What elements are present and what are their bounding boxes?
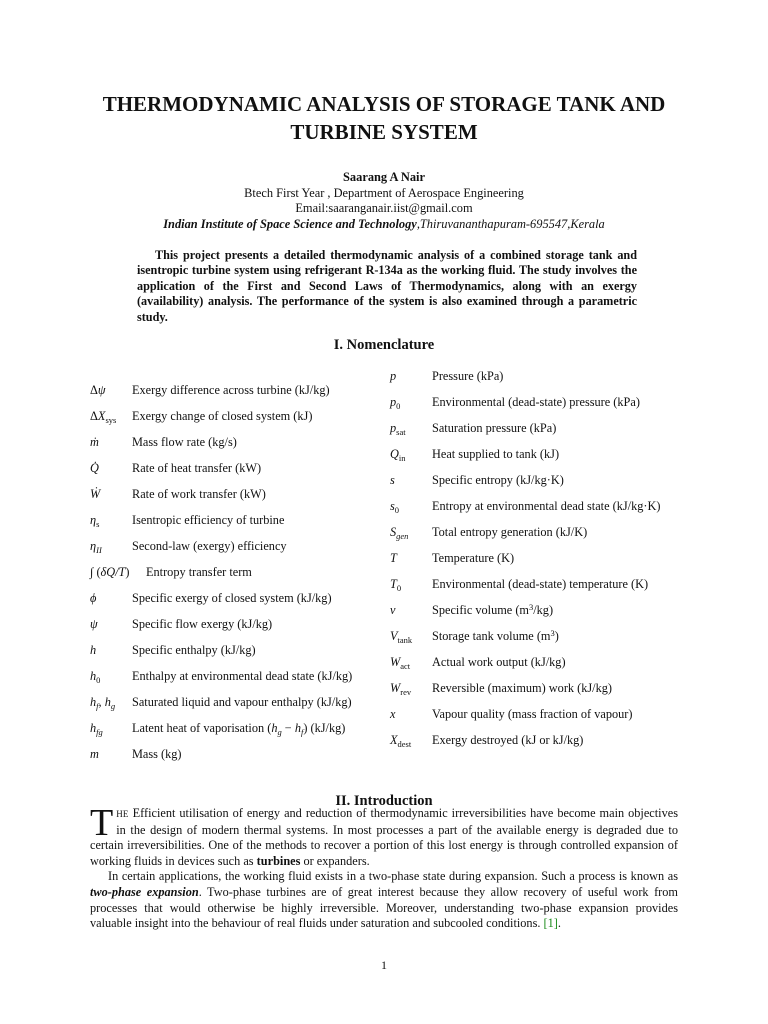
author-name: Saarang A Nair [343,170,425,184]
symbol-q-dot: Q̇ [90,461,99,475]
symbol-phi: ϕ [90,591,97,605]
title-line-1: THERMODYNAMIC ANALYSIS OF STORAGE TANK AND [102,92,666,116]
citation-link[interactable]: [1] [543,916,558,931]
symbol-p-sat: $p_{sat}$ [390,421,406,437]
symbol-entropy-integral: ∫ (δQ/T) [90,565,130,579]
symbol-q-in: $Q_{in}$ [390,447,406,463]
drop-cap: T [90,802,114,844]
symbol-v-tank: $V_{tank}$ [390,629,413,645]
symbol-s-gen: $S_{gen}$ [390,525,409,541]
title-line-2: TURBINE SYSTEM [290,120,478,144]
symbol-w-act: $W_{act}$ [390,655,411,671]
symbol-w-rev: $W_{rev}$ [390,681,412,697]
symbol-v: v [390,603,396,617]
section-heading-nomenclature: I. Nomenclature [333,337,435,353]
symbol-eta-ii: $\eta_{II}$ [90,539,102,555]
author-institute-line [60,217,708,233]
symbol-hfg: $h_{fg}$ [90,721,103,737]
symbol-psi: ψ [90,617,98,631]
symbol-p: p [390,369,397,383]
author-affiliation: Btech First Year , Department of Aerospace Engineering [244,185,524,200]
symbol-x: x [390,707,396,721]
introduction-body [90,802,678,932]
paper-title [60,90,708,146]
institute-name: Indian Institute of Space Science and Technology [163,216,417,231]
page-number: 1 [381,958,387,972]
symbol-w-dot: Ẇ [90,487,101,501]
symbol-p0: $p_0$ [390,395,401,411]
symbol-t0: $T_0$ [390,577,402,593]
symbol-delta-x-sys: $\Delta X_{sys}$ [90,409,117,425]
introduction-paragraph-1: THE Efficient utilisation of energy and reduction of thermodynamic irreversibilities have become main objectives in the design of modern thermal systems. In most processes a part of the available energy is degraded due to certain irreversibilities. One of the methods to recover a portion of this lost energy is through controlled expansion of working fluids in devices such as turbines or expanders. [90,802,678,868]
symbol-t: T [390,551,397,565]
symbol-s0: $s_0$ [390,499,400,515]
nomenclature-right-column: p Pressure (kPa) $p_0$ Environmental (dead-state) pressure (kPa) $p_{sat}$ Saturation pressure (kPa) $Q_{in}$ Heat supplied to tank (kJ) s Specific entropy (kJ/kg·K) $s_0$ Entropy at environmental dead state (kJ/kg·K) $S_{gen}$ Total entropy generation (kJ/K) T Temperature (K) $T_0$ Environmental (dead-state) temperature (K) v Specific volume $(m^3/kg)$ $V_{tank}$ Storage tank volume $(m^3)$ $W_{act}$ Actual work output (kJ/kg) $W_{rev}$ Reversible (maximum) work (kJ/kg) x Vapour quality (mass fraction of vapour) $X_{dest}$ Exergy destroyed (kJ or kJ/kg) [390,369,661,749]
symbol-h: h [90,643,97,657]
introduction-paragraph-2: In certain applications, the working fluid exists in a two-phase state during expansion. Such a process is known as two-phase expansion. Two-phase turbines are of great interest because they allow recovery of useful work from processes that would otherwise be highly irreversible. Moreover, understanding two-phase expansion provides valuable insight into the behaviour of real fluids under saturation and subcooled conditions. [1]. [90,869,678,931]
section-heading-introduction: II. Introduction [335,793,433,809]
symbol-eta-s: $\eta_s$ [90,513,100,529]
symbol-h0: $h_0$ [90,669,101,685]
symbol-x-dest: $X_{dest}$ [390,733,412,749]
symbol-m-dot: ṁ [90,435,99,449]
nomenclature-left-column: Δψ Exergy difference across turbine (kJ/kg) $\Delta X_{sys}$ Exergy change of closed system (kJ) ṁ Mass flow rate (kg/s) Q̇ Rate of heat transfer (kW) Ẇ Rate of work transfer (kW) $\eta_s$ Isentropic efficiency of turbine $\eta_{II}$ Second-law (exergy) efficiency ∫ (δQ/T) Entropy transfer term ϕ Specific exergy of closed system (kJ/kg) ψ Specific flow exergy (kJ/kg) h Specific enthalpy (kJ/kg) $h_0$ Enthalpy at environmental dead state (kJ/kg) $h_f$, $h_g$ Saturated liquid and vapour enthalpy (kJ/kg) $h_{fg}$ Latent heat of vaporisation $(h_g - h_f)$ (kJ/kg) m Mass (kg) [90,383,353,761]
author-block [60,170,708,232]
symbol-m: m [90,747,99,761]
institute-location: ,Thiruvananthapuram-695547,Kerala [416,216,605,231]
symbol-hf-hg: $h_f$, $h_g$ [90,695,116,711]
author-email: Email:saaranganair.iist@gmail.com [295,201,473,215]
abstract: This project presents a detailed thermodynamic analysis of a combined storage tank and isentropic turbine system using refrigerant R-134a as the working fluid. The study involves the application of the First and Second Laws of Thermodynamics, along with an exergy (availability) analysis. The performance of the system is also examined through a parametric study. [137,248,637,324]
symbol-s: s [390,473,395,487]
symbol-delta-psi: Δψ [90,383,106,397]
